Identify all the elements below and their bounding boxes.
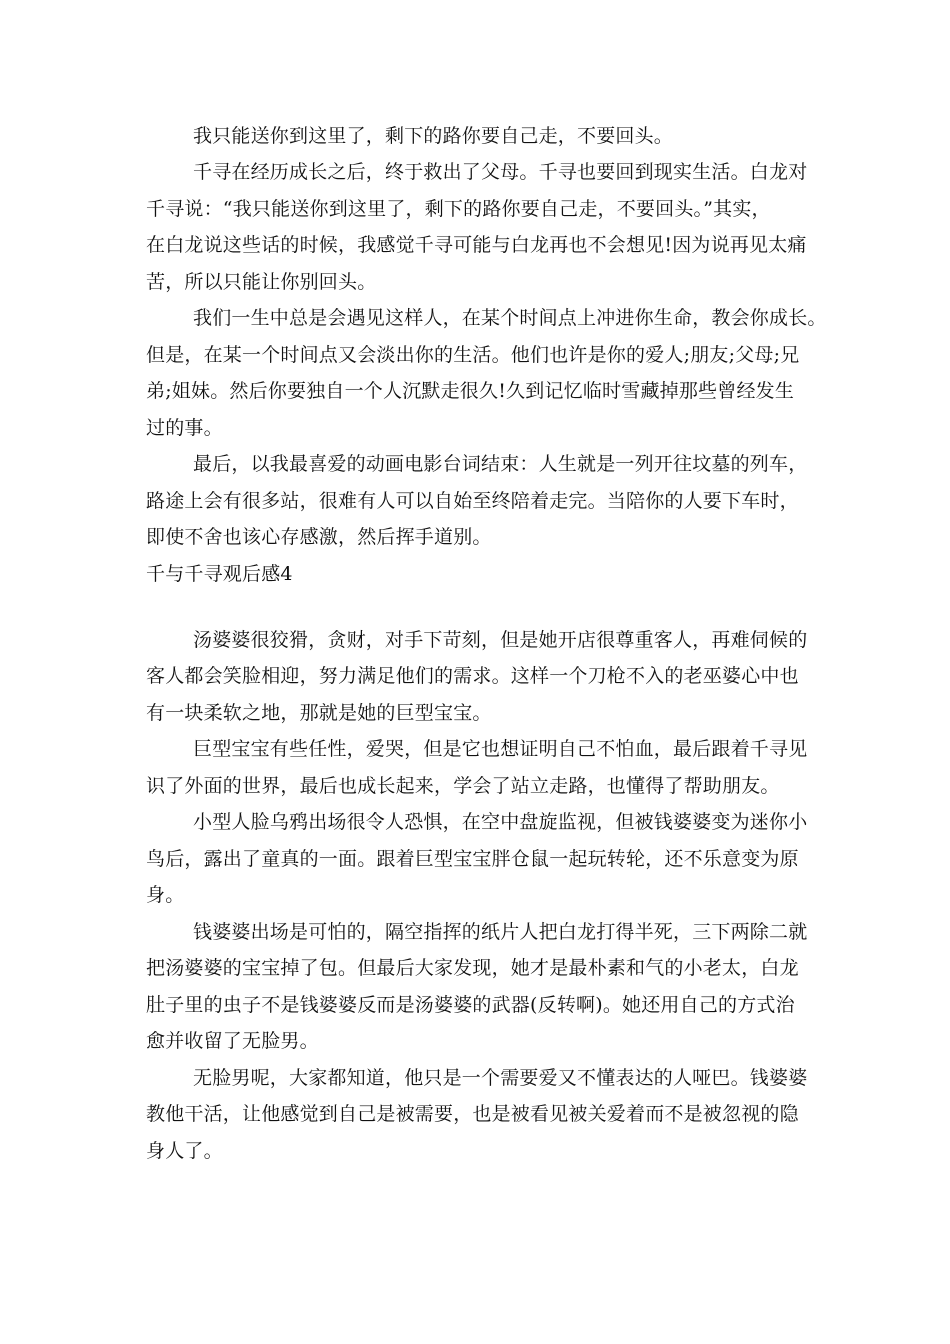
paragraph-line: 客人都会笑脸相迎，努力满足他们的需求。这样一个刀枪不入的老巫婆心中也 (146, 665, 799, 687)
paragraph-line: 肚子里的虫子不是钱婆婆反而是汤婆婆的武器(反转啊)。她还用自己的方式治 (146, 994, 795, 1016)
paragraph-line: 我们一生中总是会遇见这样人，在某个时间点上冲进你生命，教会你成长。 (193, 307, 827, 329)
paragraph-line: 过的事。 (146, 417, 223, 439)
paragraph-line: 千寻说：“我只能送你到这里了，剩下的路你要自己走，不要回头。”其实， (146, 198, 771, 220)
paragraph-line: 我只能送你到这里了，剩下的路你要自己走，不要回头。 (193, 125, 674, 147)
paragraph-line: 即使不舍也该心存感激，然后挥手道别。 (146, 526, 492, 548)
paragraph-line: 教他干活，让他感觉到自己是被需要，也是被看见被关爱着而不是被忽视的隐 (146, 1103, 799, 1125)
paragraph-line: 有一块柔软之地，那就是她的巨型宝宝。 (146, 702, 492, 724)
paragraph-line: 无脸男呢，大家都知道，他只是一个需要爱又不懂表达的人哑巴。钱婆婆 (193, 1067, 808, 1089)
paragraph-line: 小型人脸乌鸦出场很令人恐惧，在空中盘旋监视，但被钱婆婆变为迷你小 (193, 811, 808, 833)
paragraph-line: 汤婆婆很狡猾，贪财，对手下苛刻，但是她开店很尊重客人，再难伺候的 (193, 629, 808, 651)
paragraph-line: 身。 (146, 884, 185, 906)
paragraph-line: 钱婆婆出场是可怕的，隔空指挥的纸片人把白龙打得半死，三下两除二就 (193, 921, 808, 943)
section-title: 千与千寻观后感4 (146, 563, 293, 585)
paragraph-line: 巨型宝宝有些任性，爱哭，但是它也想证明自己不怕血，最后跟着千寻见 (193, 738, 808, 760)
paragraph-line: 把汤婆婆的宝宝掉了包。但最后大家发现，她才是最朴素和气的小老太，白龙 (146, 957, 799, 979)
paragraph-line: 路途上会有很多站，很难有人可以自始至终陪着走完。当陪你的人要下车时， (146, 490, 799, 512)
paragraph-line: 但是，在某一个时间点又会淡出你的生活。他们也许是你的爱人;朋友;父母;兄 (146, 344, 800, 366)
paragraph-line: 识了外面的世界，最后也成长起来，学会了站立走路，也懂得了帮助朋友。 (146, 775, 780, 797)
paragraph-line: 鸟后，露出了童真的一面。跟着巨型宝宝胖仓鼠一起玩转轮，还不乐意变为原 (146, 848, 799, 870)
paragraph-line: 千寻在经历成长之后，终于救出了父母。千寻也要回到现实生活。白龙对 (193, 161, 808, 183)
paragraph-line: 愈并收留了无脸男。 (146, 1030, 319, 1052)
paragraph-line: 最后，以我最喜爱的动画电影台词结束：人生就是一列开往坟墓的列车， (193, 453, 808, 475)
paragraph-line: 在白龙说这些话的时候，我感觉千寻可能与白龙再也不会想见!因为说再见太痛 (146, 234, 807, 256)
paragraph-line: 苦，所以只能让你别回头。 (146, 271, 377, 293)
paragraph-line: 身人了。 (146, 1140, 223, 1162)
paragraph-line: 弟;姐妹。然后你要独自一个人沉默走很久!久到记忆临时雪藏掉那些曾经发生 (146, 380, 795, 402)
